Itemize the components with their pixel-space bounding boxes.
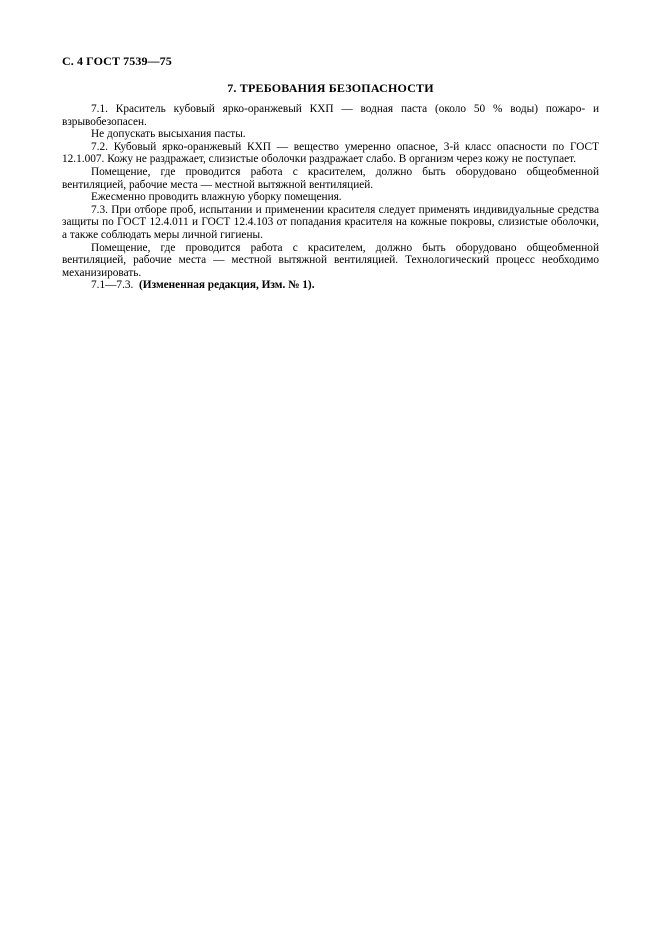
paragraph-7-1: 7.1. Краситель кубовый ярко-оранжевый КХП — водная паста (около 50 % воды) пожаро- и взрывобезопасен. xyxy=(62,103,599,128)
paragraph-no-drying: Не допускать высыхания пасты. xyxy=(91,128,246,141)
amendment-note-prefix: 7.1—7.3. xyxy=(91,279,134,292)
section-title: 7. ТРЕБОВАНИЯ БЕЗОПАСНОСТИ xyxy=(227,81,434,95)
amendment-note xyxy=(62,279,599,292)
page-header: С. 4 ГОСТ 7539—75 xyxy=(62,54,172,68)
paragraph-ventilation: Помещение, где проводится работа с красителем, должно быть оборудовано общеобменной вентиляцией, рабочие места — местной вытяжной вентиляцией. xyxy=(62,165,599,191)
section-body xyxy=(62,103,599,292)
paragraph-7-3: 7.3. При отборе проб, испытании и применении красителя следует применять индивидуальные средства защиты по ГОСТ 12.4.011 и ГОСТ 12.4.103 от попадания красителя на кожные покровы, слизистые оболочки, а также соблюдать меры личной гигиены. xyxy=(62,203,599,241)
paragraph-cleaning: Ежесменно проводить влажную уборку помещения. xyxy=(91,191,342,204)
paragraph-7-2: 7.2. Кубовый ярко-оранжевый КХП — вещество умеренно опасное, 3-й класс опасности по ГОСТ 12.1.007. Кожу не раздражает, слизистые оболочки раздражает слабо. В организм через кожу не поступает. xyxy=(62,140,599,166)
amendment-note-text: (Измененная редакция, Изм. № 1). xyxy=(139,279,315,292)
paragraph-ventilation-mechanize: Помещение, где проводится работа с красителем, должно быть оборудовано общеобменной вентиляцией, рабочие места — местной вытяжной вентиляцией. Технологический процесс необходимо механизировать. xyxy=(62,241,599,279)
